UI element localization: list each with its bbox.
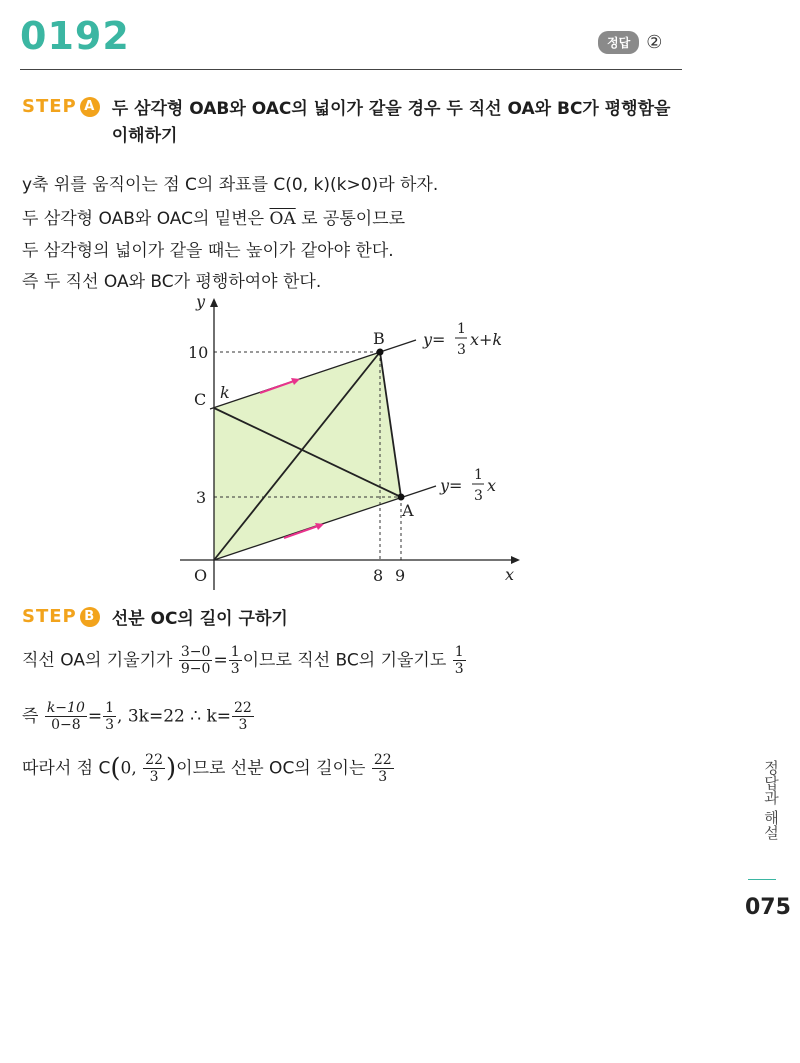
- s2-mid: , 3k=22 ∴ k=: [117, 706, 232, 727]
- tick-10: 10: [188, 343, 209, 362]
- label-c: C: [194, 390, 207, 409]
- eq-bc-prefix: y=: [423, 330, 446, 349]
- step-b-letter: B: [80, 607, 100, 627]
- problem-number: 0192: [20, 14, 130, 58]
- step-a-label: STEP: [22, 96, 77, 117]
- origin-label: O: [194, 566, 208, 585]
- s3-frac-2: [372, 752, 394, 785]
- s1-frac-1-den: 9−0: [180, 661, 211, 677]
- tick-9: 9: [395, 566, 406, 585]
- s2-frac-2-num: 1: [105, 700, 115, 716]
- x-axis-arrow: [511, 556, 520, 564]
- step-b-title: 선분 OC의 길이 구하기: [111, 609, 288, 629]
- s2-frac-3-den: 3: [238, 717, 248, 733]
- step-b-tag: [22, 606, 100, 627]
- body-line-2a: 두 삼각형 OAB와 OAC의 밑변은: [22, 209, 270, 229]
- s1-eq: =: [213, 650, 228, 671]
- answer: [598, 31, 662, 54]
- eq-bc-den: 3: [457, 342, 466, 358]
- eq-oa-prefix: y=: [440, 476, 463, 495]
- s2-frac-1-den: 0−8: [51, 717, 81, 733]
- s3-frac-2-num: 22: [373, 752, 392, 768]
- s1-frac-2-den: 3: [230, 661, 240, 677]
- s1-frac-3: [453, 644, 466, 677]
- solution-line-3: [22, 752, 395, 785]
- y-axis-label: y: [196, 292, 206, 311]
- x-axis-label: x: [505, 565, 515, 584]
- s1-frac-2-num: 1: [230, 644, 240, 660]
- s2-frac-1-num: k−10: [46, 700, 85, 716]
- s1-frac-1-num: 3−0: [180, 644, 211, 660]
- s2-eq: =: [87, 706, 103, 727]
- label-b: B: [373, 329, 385, 348]
- s3-close-paren: ): [165, 753, 177, 784]
- s3-mid: 이므로 선분 OC의 길이는: [176, 758, 371, 779]
- s2-frac-3: [232, 700, 254, 733]
- eq-oa-den: 3: [474, 488, 483, 504]
- point-b: [377, 349, 384, 356]
- s3-frac-1-den: 3: [149, 769, 159, 785]
- tick-8: 8: [373, 566, 384, 585]
- body-line-4: 즉 두 직선 OA와 BC가 평행하여야 한다.: [22, 272, 322, 292]
- body-line-2c: 로 공통이므로: [295, 209, 406, 229]
- s1-frac-3-num: 1: [454, 644, 464, 660]
- section-rule: [748, 879, 776, 880]
- s3-in: 0,: [120, 758, 143, 779]
- s1-pre: 직선 OA의 기울기가: [22, 650, 178, 671]
- s1-frac-1: [179, 644, 213, 677]
- step-a-heading: [22, 96, 672, 150]
- s1-frac-2: [229, 644, 242, 677]
- label-k: k: [220, 383, 230, 402]
- eq-bc-num: 1: [457, 321, 466, 337]
- step-b-heading: [22, 606, 672, 633]
- answer-badge: 정답: [598, 31, 639, 54]
- eq-bc-suffix: x+k: [470, 330, 503, 349]
- coordinate-graph: [180, 292, 540, 592]
- s3-frac-1: [143, 752, 165, 785]
- s1-mid: 이므로 직선 BC의 기울기도: [242, 650, 452, 671]
- eq-oa-suffix: x: [487, 476, 497, 495]
- label-a: A: [402, 501, 414, 520]
- s3-frac-1-num: 22: [145, 752, 163, 768]
- s2-pre: 즉: [22, 706, 44, 727]
- solution-line-1: [22, 644, 467, 677]
- answer-value: ②: [646, 32, 663, 53]
- point-a: [398, 494, 405, 501]
- step-a-letter: A: [80, 97, 100, 117]
- body-line-3: 두 삼각형의 넓이가 같을 때는 높이가 같아야 한다.: [22, 241, 394, 261]
- s3-pre: 따라서 점 C: [22, 758, 111, 779]
- s3-open-paren: (: [110, 753, 121, 784]
- eq-oa-num: 1: [474, 467, 483, 483]
- s2-frac-2: [103, 700, 116, 733]
- s2-frac-2-den: 3: [105, 717, 115, 733]
- y-axis-arrow: [210, 298, 218, 307]
- body-line-2: [22, 204, 405, 229]
- step-a-tag: [22, 96, 100, 117]
- s2-frac-3-num: 22: [234, 700, 252, 716]
- step-b-label: STEP: [22, 606, 77, 627]
- page-number: 075: [745, 895, 791, 920]
- segment-oa: $\overline{OA}$: [269, 209, 296, 229]
- s3-frac-2-den: 3: [378, 769, 388, 785]
- body-line-1: y축 위를 움직이는 점 C의 좌표를 C(0, k)(k>0)라 하자.: [22, 175, 439, 195]
- step-a-title: 두 삼각형 OAB와 OAC의 넓이가 같을 경우 두 직선 OA와 BC가 평행함을 이해하기: [111, 99, 671, 146]
- s2-frac-1: [45, 700, 87, 733]
- s1-frac-3-den: 3: [454, 661, 464, 677]
- solution-line-2: [22, 700, 255, 733]
- header-divider: [20, 69, 682, 70]
- tick-3: 3: [196, 488, 207, 507]
- section-label: 정답과 해설: [762, 760, 780, 840]
